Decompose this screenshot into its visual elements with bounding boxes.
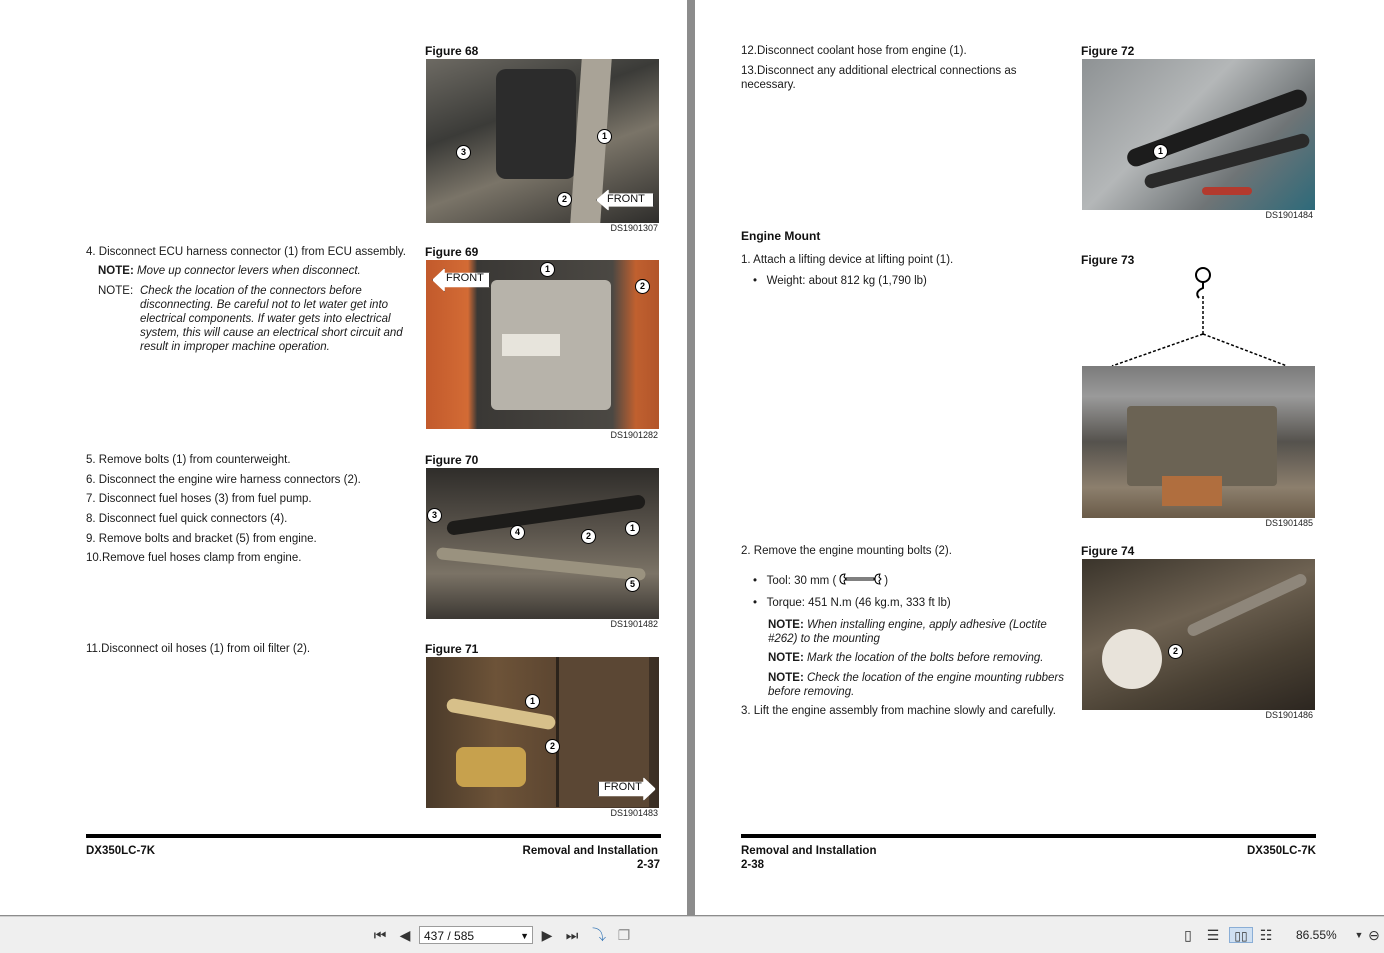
footer-rule bbox=[86, 834, 661, 838]
figure-71-code: DS1901483 bbox=[610, 808, 658, 818]
step-9: 9. Remove bolts and bracket (5) from engine. bbox=[86, 533, 317, 545]
mount-bullet-weight: • Weight: about 812 kg (1,790 lb) bbox=[753, 275, 927, 287]
figure-72-code: DS1901484 bbox=[1265, 210, 1313, 220]
viewer-toolbar bbox=[0, 916, 1384, 953]
note-1-text: Move up connector levers when disconnect. bbox=[136, 265, 361, 277]
tool-suffix: ) bbox=[884, 575, 889, 587]
footer-model: DX350LC-7K bbox=[86, 845, 156, 857]
figure-72-title: Figure 72 bbox=[1081, 44, 1135, 58]
zoom-value[interactable]: 86.55% bbox=[1296, 928, 1337, 942]
lifting-sling-diagram bbox=[1082, 266, 1315, 366]
figure-71-front-label: FRONT bbox=[604, 781, 642, 793]
figure-69-code: DS1901282 bbox=[610, 430, 658, 440]
step-10: 10.Remove fuel hoses clamp from engine. bbox=[86, 552, 302, 564]
mount-step-1: 1. Attach a lifting device at lifting point (1). bbox=[741, 254, 954, 266]
step-4: 4. Disconnect ECU harness connector (1) from ECU assembly. bbox=[86, 246, 406, 258]
note-a bbox=[768, 618, 1068, 646]
figure-69-photo: 1 2 FRONT bbox=[426, 260, 659, 429]
figure-68-front-label: FRONT bbox=[607, 193, 645, 205]
mount-step-2: 2. Remove the engine mounting bolts (2). bbox=[741, 545, 952, 557]
right-page bbox=[695, 0, 1384, 915]
left-page bbox=[0, 0, 687, 915]
figure-68-code: DS1901307 bbox=[610, 223, 658, 233]
figure-70-photo: 3 4 2 1 5 bbox=[426, 468, 659, 619]
engine-mount-heading: Engine Mount bbox=[741, 229, 821, 243]
figure-70-title: Figure 70 bbox=[425, 453, 479, 467]
figure-73-photo bbox=[1082, 366, 1315, 518]
note-2-text: Check the location of the connectors before disconnecting. Be careful not to let water get into electrical components. If water gets into electrical system, this will cause an electrical short circuit and result in improper machine operation. bbox=[140, 285, 403, 353]
mount-bullet-torque: • Torque: 451 N.m (46 kg.m, 333 ft lb) bbox=[753, 597, 951, 609]
mount-step-3: 3. Lift the engine assembly from machine slowly and carefully. bbox=[741, 705, 1056, 717]
note-c bbox=[768, 671, 1073, 699]
fit-icon[interactable]: ❐ bbox=[617, 927, 631, 943]
rotate-icon[interactable]: ⤵ bbox=[592, 927, 606, 943]
note-1 bbox=[98, 264, 361, 278]
step-8: 8. Disconnect fuel quick connectors (4). bbox=[86, 513, 288, 525]
figure-74-code: DS1901486 bbox=[1265, 710, 1313, 720]
note-b-text: Mark the location of the bolts before removing. bbox=[806, 652, 1044, 664]
note-a-label: NOTE: bbox=[768, 619, 804, 631]
first-page-icon[interactable]: ⏮ bbox=[373, 927, 387, 943]
step-11: 11.Disconnect oil hoses (1) from oil filter (2). bbox=[86, 643, 311, 655]
weight-text: Weight: about 812 kg (1,790 lb) bbox=[766, 275, 927, 287]
figure-69-front-label: FRONT bbox=[446, 272, 484, 284]
note-1-label: NOTE: bbox=[98, 265, 134, 277]
wrench-icon bbox=[836, 573, 884, 585]
zoom-out-icon[interactable]: ⊖ bbox=[1368, 927, 1380, 943]
footer-model: DX350LC-7K bbox=[1246, 845, 1316, 857]
figure-73-title: Figure 73 bbox=[1081, 253, 1135, 267]
page-number-value: 437 / 585 bbox=[424, 929, 475, 943]
footer-page-number: 2-38 bbox=[741, 859, 765, 871]
mount-bullet-tool: • Tool: 30 mm ( ) bbox=[753, 575, 889, 587]
figure-68-photo: 1 2 3 FRONT bbox=[426, 59, 659, 223]
torque-text: Torque: 451 N.m (46 kg.m, 333 ft lb) bbox=[766, 597, 951, 609]
figure-72-photo: 1 bbox=[1082, 59, 1315, 210]
note-2-label: NOTE: bbox=[98, 285, 134, 297]
step-13: 13.Disconnect any additional electrical connections as necessary. bbox=[741, 65, 1017, 91]
next-page-icon[interactable]: ▶ bbox=[541, 927, 553, 943]
note-b bbox=[768, 651, 1044, 665]
zoom-dropdown-chevron-icon[interactable]: ▼ bbox=[1354, 930, 1364, 940]
note-c-label: NOTE: bbox=[768, 672, 804, 684]
figure-74-title: Figure 74 bbox=[1081, 544, 1135, 558]
page-dropdown-chevron-icon[interactable]: ▼ bbox=[520, 931, 529, 941]
step-12: 12.Disconnect coolant hose from engine (1). bbox=[741, 45, 967, 57]
figure-73-code: DS1901485 bbox=[1265, 518, 1313, 528]
footer-section: Removal and Installation bbox=[522, 845, 658, 857]
footer-section: Removal and Installation bbox=[741, 845, 877, 857]
step-7: 7. Disconnect fuel hoses (3) from fuel pump. bbox=[86, 493, 312, 505]
last-page-icon[interactable]: ⏭ bbox=[565, 927, 579, 943]
step-5: 5. Remove bolts (1) from counterweight. bbox=[86, 454, 291, 466]
step-6: 6. Disconnect the engine wire harness connectors (2). bbox=[86, 474, 361, 486]
tool-prefix: Tool: 30 mm ( bbox=[766, 575, 837, 587]
figure-71-photo: 1 2 FRONT bbox=[426, 657, 659, 808]
note-a-text: When installing engine, apply adhesive (Loctite #262) to the mounting bbox=[768, 619, 1047, 645]
single-page-icon[interactable]: ▯ bbox=[1184, 927, 1192, 943]
continuous-facing-icon[interactable]: ☷ bbox=[1259, 927, 1273, 943]
note-c-text: Check the location of the engine mounting rubbers before removing. bbox=[768, 672, 1064, 698]
figure-70-code: DS1901482 bbox=[610, 619, 658, 629]
page-number-field[interactable] bbox=[419, 926, 533, 944]
footer-page-number: 2-37 bbox=[636, 859, 660, 871]
prev-page-icon[interactable]: ◀ bbox=[399, 927, 411, 943]
figure-69-title: Figure 69 bbox=[425, 245, 479, 259]
note-b-label: NOTE: bbox=[768, 652, 804, 664]
figure-74-photo: 2 bbox=[1082, 559, 1315, 710]
facing-icon[interactable]: ▯▯ bbox=[1229, 927, 1253, 943]
figure-68-title: Figure 68 bbox=[425, 44, 479, 58]
footer-rule bbox=[741, 834, 1316, 838]
continuous-icon[interactable]: ☰ bbox=[1206, 927, 1220, 943]
figure-71-title: Figure 71 bbox=[425, 642, 479, 656]
